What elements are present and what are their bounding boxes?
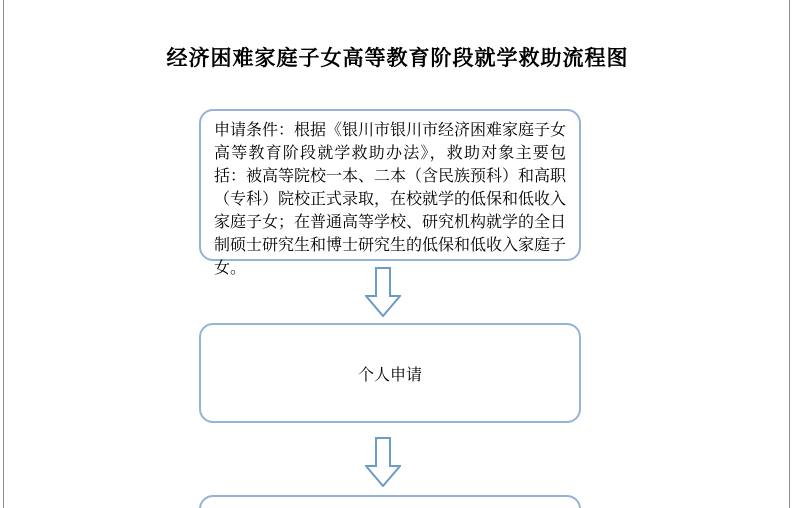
page-edge-left xyxy=(3,0,4,508)
down-arrow-icon xyxy=(365,267,401,317)
flow-node-next-step xyxy=(199,495,581,508)
page-title: 经济困难家庭子女高等教育阶段就学救助流程图 xyxy=(166,46,629,70)
down-arrow-icon xyxy=(365,437,401,487)
page-edge-right xyxy=(789,0,790,508)
flow-node-text: 个人申请 xyxy=(357,367,422,384)
flow-node-text: 申请条件：根据《银川市银川市经济困难家庭子女高等教育阶段就学救助办法》，救助对象主要包括：被高等院校一本、二本（含民族预科）和高职（专科）院校正式录取，在校就学的低保和低收入家庭子女；在普通高等学校、研究机构就学的全日制硕士研究生和博士研究生的低保和低收入家庭子女。 xyxy=(214,122,567,277)
flow-node-application-conditions xyxy=(199,109,581,277)
flow-node-personal-application xyxy=(199,323,581,423)
